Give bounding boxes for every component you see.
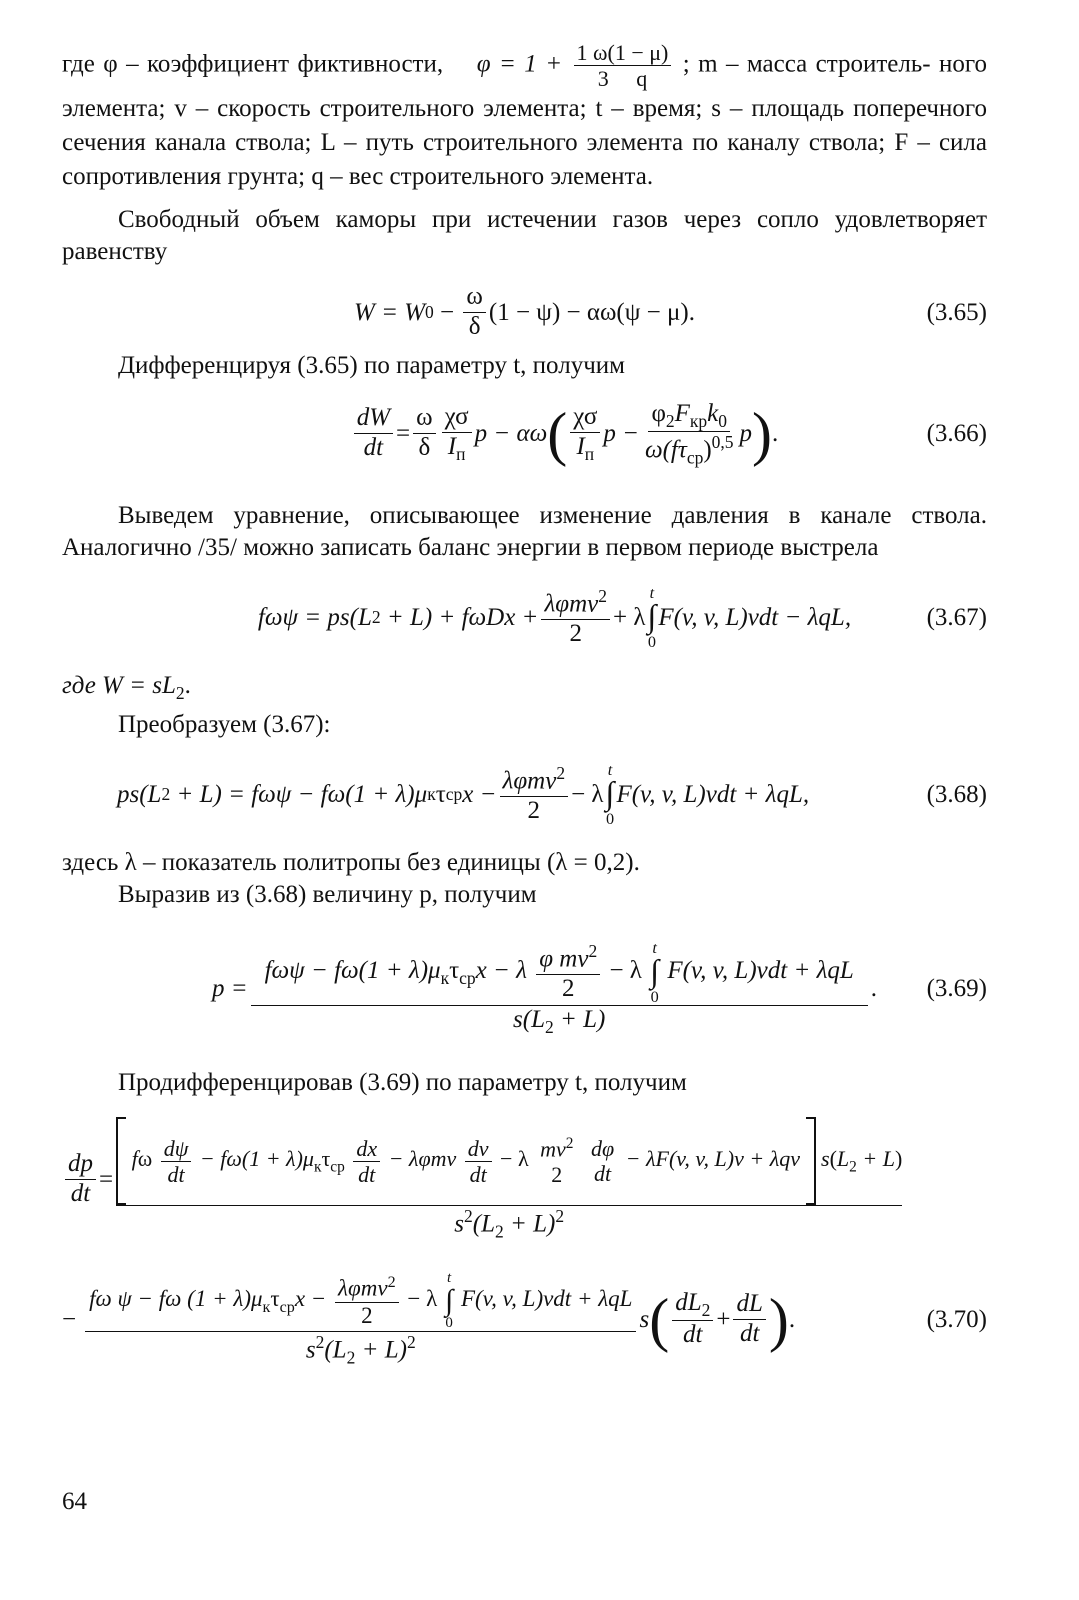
equation-body: − fω ψ − fω $(1 + \lambda)\mu_к\tau_{ср}x$ − $\frac{\lambda\varphi mv^2}{2}$ − λ t ∫ 0 F(v, v, L)vdt + λqL $s^2(L_2 + L)^2$ s ( $\frac{dL_2}{dt}$ + $\frac{dL}{dt}$ ) . [62, 1270, 796, 1368]
equation-3-68 [62, 747, 987, 843]
frac-num [85, 1271, 636, 1332]
eq-text: s [821, 1146, 830, 1172]
frac-den [451, 1206, 567, 1241]
equation-number: (3.65) [926, 298, 987, 326]
frac-den [573, 433, 597, 464]
equation-3-67 [62, 570, 987, 666]
eq-fraction [570, 403, 600, 464]
equation-number: (3.68) [926, 780, 987, 808]
eq-text: x − λ [475, 957, 527, 985]
bracket-right [806, 1117, 816, 1205]
eq-text: − λ [609, 957, 642, 985]
eq-sup: 2 [464, 1206, 473, 1227]
frac-num: fω $\frac{d\psi}{dt}$ − $f\omega(1 + \lambda)\mu_к\tau_{ср}$ $\frac{dx}{dt}$ − λφmv $\frac{dv}{dt}$ − λ $mv^2$ 2 dφ dt − λF(v, v, L)v + λqv $s(L_2 + L)$ [116, 1117, 902, 1206]
text-span: где φ – коэффициент фиктивности, [62, 50, 444, 78]
equation-body [62, 585, 987, 650]
equation-3-70-part1 [62, 1105, 987, 1255]
frac-den: δ [418, 434, 431, 462]
int-upper: t [447, 1270, 452, 1287]
integral [650, 940, 659, 1005]
eq-text: F(v, v, L)vdt + λqL, [616, 780, 810, 808]
paren-left: ( [547, 400, 568, 467]
eq-fraction-main [116, 1117, 902, 1241]
page-body [62, 40, 987, 1385]
eq-fraction [642, 400, 737, 468]
eq-text: s [639, 1305, 650, 1333]
int-sign: ∫ [650, 954, 660, 991]
eq-fraction [65, 1150, 96, 1209]
equation-number: (3.69) [926, 974, 987, 1002]
eq-fraction [541, 586, 610, 649]
minus-sign: − [62, 1305, 77, 1333]
paragraph-definitions [62, 40, 987, 194]
eq-fraction [413, 404, 435, 463]
eq-text: − fω(1 + λ)μ [199, 1146, 314, 1172]
integral [606, 762, 615, 827]
frac-den: dt [358, 1161, 376, 1187]
eq-text: − λ [571, 780, 604, 808]
frac-den [445, 433, 469, 464]
eq-text: x − [462, 780, 497, 808]
int-lower: 0 [445, 1315, 453, 1332]
integral [445, 1271, 453, 1331]
frac-den: δ [468, 313, 481, 341]
eq-sub: 2 [175, 682, 185, 703]
eq-text: + L [856, 1146, 895, 1172]
eq-text: − λ [500, 1146, 529, 1172]
equation-3-65 [62, 278, 987, 348]
eq-text: fωψ − fω(1 + λ)μ [264, 957, 441, 985]
eq-text: λφmv [502, 767, 557, 795]
paragraph-transform: Преобразуем (3.67): [118, 710, 331, 738]
eq-fraction [537, 1135, 576, 1187]
eq-sub: п [456, 443, 466, 464]
frac-den: dt [469, 1161, 487, 1187]
eq-text: (L [324, 1336, 347, 1364]
paren-right: ) [768, 1286, 789, 1353]
eq-text: p − [603, 419, 639, 447]
eq-text: τ [449, 957, 460, 985]
eq-fraction [672, 1289, 713, 1350]
eq-sup: 2 [588, 941, 598, 962]
frac-den: dt [594, 1161, 612, 1187]
frac-den: 2 [561, 975, 575, 1003]
int-lower: 0 [650, 987, 659, 1006]
eq-text: − λF(v, v, L)v + λqv [625, 1146, 801, 1172]
eq-fraction [500, 763, 569, 826]
eq-sub: ср [459, 968, 476, 989]
equation-body [62, 283, 987, 342]
int-sign: ∫ [444, 1284, 454, 1318]
eq-sub: ср [279, 1299, 295, 1317]
eq-text: − [433, 298, 461, 326]
frac-num: 1 ω(1 − μ) [574, 40, 672, 66]
eq-sup: 2 [315, 1332, 325, 1353]
eq-text: s(L [513, 1006, 545, 1034]
paragraph-energy: Выведем уравнение, описывающее изменение давления в канале ствола. Аналогично /35/ можно записать баланс энергии в первом периоде выстрела [62, 501, 987, 561]
frac-num [541, 586, 610, 620]
eq-fraction [335, 1274, 399, 1330]
frac-num: ω [413, 404, 435, 434]
eq-text: L [836, 1146, 850, 1172]
equation-number: (3.70) [926, 1305, 987, 1333]
frac-num [335, 1274, 399, 1303]
frac-den: dt [70, 1180, 91, 1208]
eq-text: τ [435, 780, 446, 808]
eq-fraction [465, 1136, 492, 1188]
eq-text: ω [137, 1146, 153, 1172]
eq-sup: 2 [598, 586, 607, 607]
eq-text: mv [540, 1136, 566, 1162]
eq-sub: 0 [718, 410, 728, 431]
text-span: ; m – масса строитель- [682, 50, 931, 78]
eq-text: + L) + fωDx + [380, 603, 539, 631]
frac-num: χσ [570, 403, 600, 433]
frac-num [500, 763, 569, 797]
eq-text: τ [321, 1146, 331, 1172]
eq-text: λφmv [544, 590, 599, 618]
integral [647, 585, 656, 650]
eq-sub: п [584, 443, 595, 464]
eq-fraction-main [251, 940, 868, 1037]
frac-den: dt [363, 434, 384, 462]
eq-fraction [442, 403, 472, 464]
equation-body [62, 762, 987, 827]
paragraph-diff: Дифференцируя (3.65) по параметру t, получим [118, 351, 625, 379]
text-span: ного элемента; v – скорость строительного элемента; t – время; s – площадь поперечного сечения канала ствола; L – путь строительного элемента по каналу ствола; F – сила сопротивления грунта; q – вес строительного элемента. [62, 50, 988, 190]
eq-fraction [733, 1290, 765, 1349]
eq-sup: 2 [387, 1273, 396, 1291]
frac-den: 2 [569, 620, 582, 648]
eq-sub: кр [689, 410, 708, 431]
bracket-left [116, 1117, 126, 1205]
eq-text: dL [675, 1289, 702, 1317]
frac-num: dL [733, 1290, 765, 1320]
eq-fraction [353, 1136, 380, 1188]
eq-sup: 2 [565, 1135, 574, 1153]
int-upper: t [649, 584, 655, 603]
eq-fraction-main [85, 1271, 636, 1367]
eq-sup: 0,5 [711, 431, 734, 452]
int-lower: 0 [605, 809, 615, 828]
eq-sub: 2 [544, 1017, 554, 1038]
eq-sub: 2 [371, 607, 381, 628]
eq-text: − λ [407, 1286, 438, 1312]
frac-num: dW [354, 404, 393, 434]
eq-text: F(v, v, L)vdt + λqL [667, 957, 854, 985]
frac-num: dv [465, 1136, 492, 1162]
paragraph-where: где $W = sL_2$. [62, 671, 191, 703]
eq-text: I [576, 432, 585, 460]
eq-fraction [463, 283, 485, 342]
frac-den: 2 [527, 797, 541, 825]
eq-fraction [588, 1136, 617, 1187]
eq-sup: 2 [555, 1206, 565, 1227]
frac-num: χσ [442, 403, 472, 433]
eq-sup: 2 [406, 1332, 416, 1353]
int-sign: ∫ [605, 776, 615, 813]
paren-right: ) [752, 400, 773, 467]
equation-number: (3.67) [926, 603, 987, 631]
eq-text: p − αω [474, 419, 548, 447]
eq-text: (L [472, 1210, 495, 1238]
frac-den: 2 [361, 1302, 373, 1328]
eq-text: k [707, 399, 719, 427]
eq-sub: 2 [665, 410, 675, 431]
eq-text: τ [270, 1286, 280, 1312]
equation-body: p = $f\omega\psi - f\omega(1 + \lambda)\mu_к\tau_{ср}x - \lambda$ $\frac{\varphi mv^2}{2}$ − λ t ∫ 0 F(v, v, L)vdt + λqL $s(L_2 + L)$ . [211, 939, 878, 1038]
eq-sub: к [440, 968, 450, 989]
eq-sub: 2 [849, 1158, 857, 1176]
paren-left: ( [649, 1286, 670, 1353]
frac-den: 3 q [597, 66, 648, 92]
eq-text: F(v, v, L)vdt − λqL, [658, 603, 852, 631]
phi-fraction [574, 40, 672, 92]
equation-3-70-part2 [62, 1255, 987, 1385]
frac-den: 2 [551, 1162, 563, 1188]
eq-text: p [739, 419, 753, 447]
equation-3-69 [62, 919, 987, 1059]
eq-sub: 2 [495, 1221, 504, 1242]
eq-sub: к [262, 1299, 271, 1317]
frac-num [251, 940, 868, 1006]
eq-text: − λφmv [388, 1146, 457, 1172]
equation-body: $\frac{dW}{dt}$ = $\frac{\omega}{\delta}$ $\frac{\chi\sigma}{I_п}$ p − αω ( $\frac{\chi\sigma}{I_п}$ p − $\frac{\varphi_2F_{кр}k_0}{\omega(f\tau_{ср})^{0,5}}$ p ) . [62, 400, 987, 468]
frac-num [672, 1289, 713, 1321]
eq-text: (1 − ψ) − αω(ψ − μ). [488, 298, 695, 326]
eq-text: p = [211, 974, 248, 1002]
int-upper: t [652, 939, 657, 958]
eq-sub: ср [445, 784, 463, 805]
frac-den [510, 1006, 608, 1037]
paragraph-differentiate: Продифференцировав (3.69) по параметру t, получим [118, 1068, 687, 1096]
eq-text: + λ [613, 603, 646, 631]
eq-text: где W = sL [62, 671, 176, 699]
frac-den: dt [683, 1321, 703, 1349]
eq-fraction [536, 941, 600, 1004]
frac-num [536, 941, 600, 975]
frac-num: dψ [161, 1136, 192, 1162]
equation-body: $\frac{dp}{dt}$ = fω $\frac{d\psi}{dt}$ − $f\omega(1 + \lambda)\mu_к\tau_{ср}$ $\frac{dx}{dt}$ − λφmv $\frac{dv}{dt}$ − λ $mv^2$ 2 dφ dt − λF(v, v, L)v + λqv $s(L_2 + L)$ $s^2(L_2 + L)^2$ [62, 1117, 987, 1241]
paragraph-express-p: Выразив из (3.68) величину p, получим [118, 880, 537, 908]
frac-num: dφ [590, 1136, 615, 1162]
frac-num: dp [65, 1150, 96, 1180]
frac-den: dt [167, 1161, 185, 1187]
eq-text: x − [294, 1286, 327, 1312]
phi-formula: φ = 1 + [476, 50, 563, 78]
eq-text: F [674, 399, 690, 427]
eq-text: + L) [503, 1210, 556, 1238]
eq-text: f [131, 1146, 138, 1172]
frac-den: $\omega(f\tau_{ср})^{0,5}$ [644, 431, 734, 468]
frac-num: ω [463, 283, 485, 313]
paragraph-polytrope: здесь λ – показатель политропы без единицы (λ = 0,2). [62, 848, 640, 876]
int-lower: 0 [647, 632, 656, 651]
eq-sub: 0 [425, 302, 434, 323]
eq-sub: к [427, 784, 436, 805]
eq-text: φ mv [539, 945, 589, 973]
eq-text: + L) = fωψ − fω(1 + λ)μ [170, 780, 428, 808]
equation-3-66 [62, 382, 987, 486]
eq-sub: 2 [346, 1347, 356, 1368]
eq-fraction [354, 404, 393, 463]
eq-sub: к [313, 1158, 322, 1176]
eq-text: + L) [355, 1336, 407, 1364]
frac-num [537, 1135, 576, 1162]
eq-text: λφmv [338, 1275, 388, 1301]
eq-text: s [305, 1336, 316, 1364]
paragraph-volume: Свободный объем каморы при истечении газов через сопло удовлетворяет равенству [62, 205, 987, 265]
eq-text: ω(fτ [644, 436, 687, 464]
eq-text: I [447, 432, 457, 460]
eq-text: fω ψ − fω (1 + λ)μ [89, 1286, 263, 1312]
frac-num [648, 400, 730, 432]
eq-sup: 2 [556, 763, 566, 784]
eq-text: + L) [553, 1006, 606, 1034]
eq-text: F(v, v, L)vdt + λqL [460, 1286, 633, 1312]
eq-sub: ср [686, 447, 704, 468]
eq-text: W = W [354, 298, 426, 326]
eq-text: fωψ = ps(L [257, 603, 372, 631]
equation-number: (3.66) [926, 419, 987, 447]
eq-fraction [161, 1136, 192, 1188]
eq-text: ps(L [117, 780, 162, 808]
frac-num: dx [353, 1136, 380, 1162]
page-number: 64 [62, 1488, 87, 1515]
frac-den: dt [739, 1320, 760, 1348]
int-sign: ∫ [647, 599, 657, 636]
frac-den [303, 1332, 419, 1367]
eq-text: s [454, 1210, 465, 1238]
eq-sub: 2 [701, 1300, 711, 1321]
int-upper: t [607, 761, 613, 780]
eq-sub: ср [330, 1158, 345, 1176]
eq-sub: 2 [161, 784, 171, 805]
eq-text: φ [651, 399, 666, 427]
